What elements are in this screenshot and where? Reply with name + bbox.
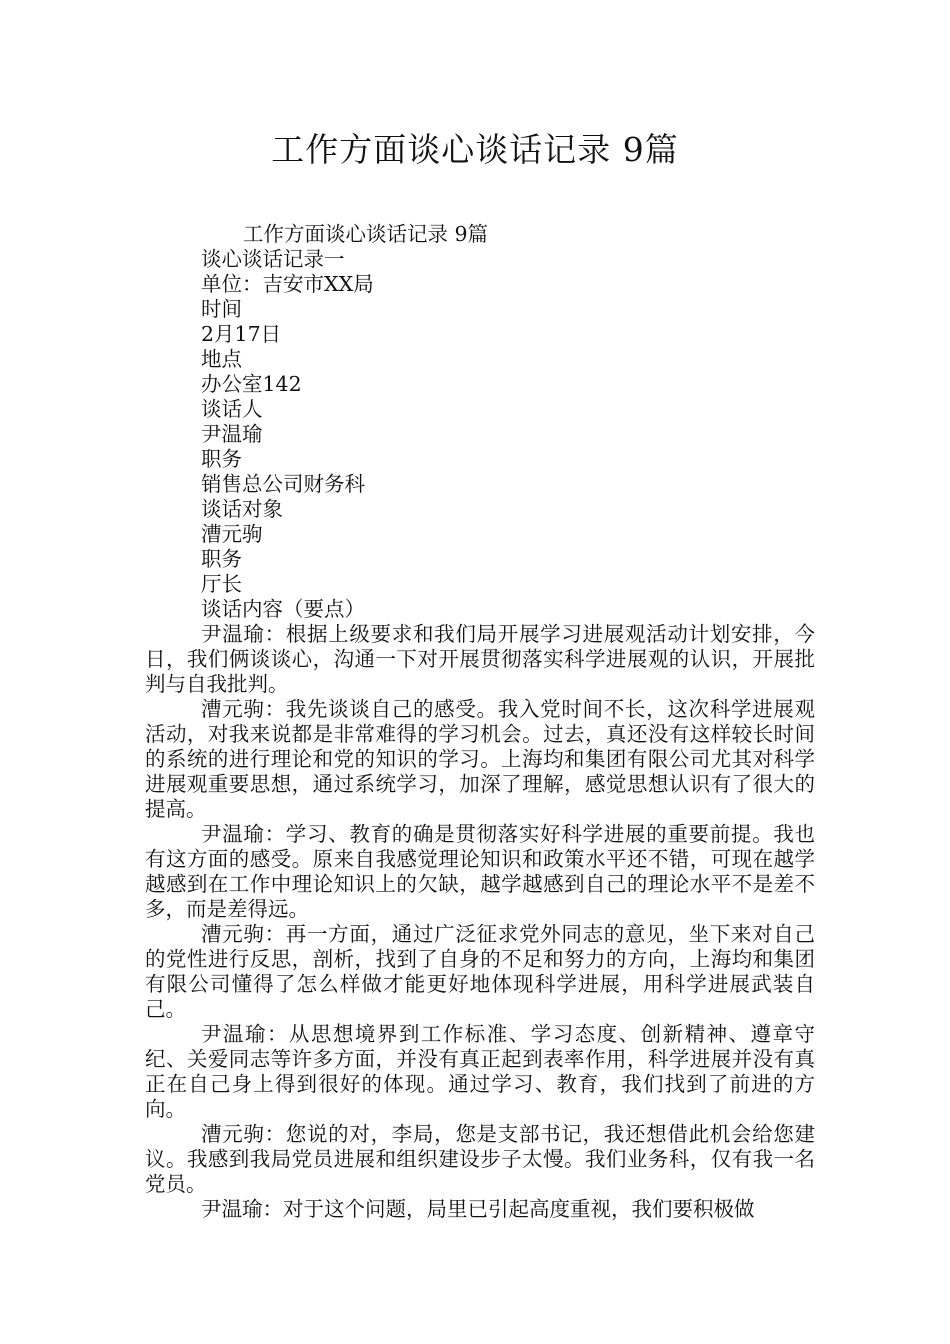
interviewer-value: 尹温瑜 bbox=[201, 422, 263, 446]
document-subtitle: 工作方面谈心谈话记录 9篇 bbox=[243, 222, 489, 246]
dialogue-paragraph: 尹温瑜：对于这个问题，局里已引起高度重视，我们要积极做 bbox=[201, 1197, 755, 1221]
document-body bbox=[145, 222, 815, 1222]
record-heading: 谈心谈话记录一 bbox=[201, 247, 345, 271]
interviewer-position-label: 职务 bbox=[201, 447, 242, 471]
dialogue-paragraph: 尹温瑜：学习、教育的确是贯彻落实好科学进展的重要前提。我也有这方面的感受。原来自我感觉理论知识和政策水平还不错，可现在越学越感到在工作中理论知识上的欠缺，越学越感到自己的理论水平不是差不多，而是差得远。 bbox=[145, 822, 815, 921]
dialogue-paragraph: 漕元驹：您说的对，李局，您是支部书记，我还想借此机会给您建议。我感到我局党员进展和组织建设步子太慢。我们业务科，仅有我一名党员。 bbox=[145, 1122, 815, 1196]
interviewee-label: 谈话对象 bbox=[201, 497, 283, 521]
dialogue-paragraph: 漕元驹：再一方面，通过广泛征求党外同志的意见，坐下来对自己的党性进行反思，剖析，找到了自身的不足和努力的方向，上海均和集团有限公司懂得了怎么样做才能更好地体现科学进展，用科学进展武装自己。 bbox=[145, 922, 815, 1021]
dialogue-paragraph: 尹温瑜：根据上级要求和我们局开展学习进展观活动计划安排，今日，我们俩谈谈心，沟通一下对开展贯彻落实科学进展观的认识，开展批判与自我批判。 bbox=[145, 622, 815, 696]
interviewee-position-value: 厅长 bbox=[201, 572, 242, 596]
location-label: 地点 bbox=[201, 347, 242, 371]
content-label: 谈话内容（要点） bbox=[201, 597, 365, 621]
interviewee-position-label: 职务 bbox=[201, 547, 242, 571]
interviewer-position-value: 销售总公司财务科 bbox=[201, 472, 365, 496]
unit-line: 单位：吉安市XX局 bbox=[201, 272, 374, 296]
time-label: 时间 bbox=[201, 297, 242, 321]
document-title: 工作方面谈心谈话记录 9篇 bbox=[271, 130, 679, 169]
interviewee-value: 漕元驹 bbox=[201, 522, 263, 546]
location-value: 办公室142 bbox=[201, 372, 302, 396]
interviewer-label: 谈话人 bbox=[201, 397, 263, 421]
dialogue-paragraph: 漕元驹：我先谈谈自己的感受。我入党时间不长，这次科学进展观活动，对我来说都是非常难得的学习机会。过去，真还没有这样较长时间的系统的进行理论和党的知识的学习。上海均和集团有限公司尤其对科学进展观重要思想，通过系统学习，加深了理解，感觉思想认识有了很大的提高。 bbox=[145, 697, 815, 821]
dialogue-paragraph: 尹温瑜：从思想境界到工作标准、学习态度、创新精神、遵章守纪、关爱同志等许多方面，并没有真正起到表率作用，科学进展并没有真正在自己身上得到很好的体现。通过学习、教育，我们找到了前进的方向。 bbox=[145, 1022, 815, 1121]
time-value: 2月17日 bbox=[201, 322, 282, 346]
